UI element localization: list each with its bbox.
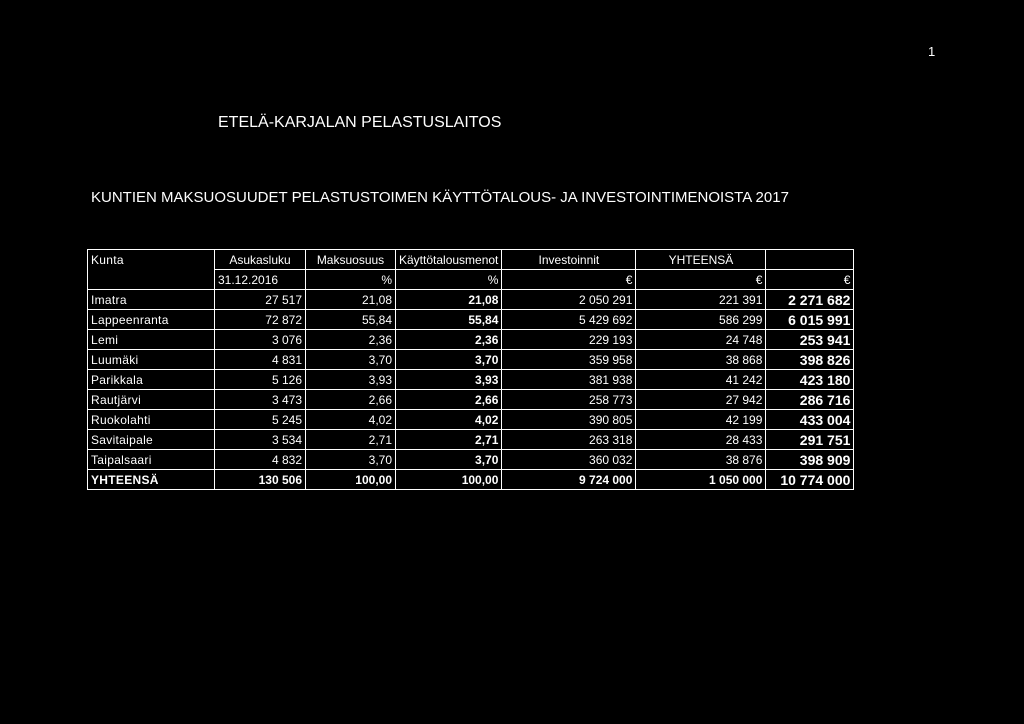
page-number: 1 [928, 44, 936, 59]
cell-kayttotalousmenot: 229 193 [502, 330, 636, 350]
cell-investoinnit: 24 748 [636, 330, 766, 350]
cell-asukasluku: 3 076 [215, 330, 306, 350]
cell-kayttotalousmenot: 360 032 [502, 450, 636, 470]
total-asukasluku: 130 506 [215, 470, 306, 490]
table-row [88, 310, 854, 330]
total-maksuosuus: 100,00 [306, 470, 396, 490]
total-investoinnit: 1 050 000 [636, 470, 766, 490]
unit-percent-2: % [396, 270, 502, 290]
header-asukasluku: Asukasluku [215, 250, 306, 270]
table-row [88, 390, 854, 410]
cell-investoinnit: 28 433 [636, 430, 766, 450]
cell-asukasluku: 27 517 [215, 290, 306, 310]
fee-table [87, 249, 854, 490]
header-yhteensa: YHTEENSÄ [636, 250, 766, 270]
cell-kayttotalousmenot: 390 805 [502, 410, 636, 430]
cell-maksuosuus-bold: 3,70 [396, 450, 502, 470]
header-kunta: Kunta [88, 250, 215, 270]
unit-euro-2: € [636, 270, 766, 290]
cell-yhteensa: 433 004 [766, 410, 854, 430]
cell-asukasluku: 5 245 [215, 410, 306, 430]
cell-maksuosuus-bold: 3,93 [396, 370, 502, 390]
table-row [88, 430, 854, 450]
unit-euro-1: € [502, 270, 636, 290]
cell-maksuosuus: 3,93 [306, 370, 396, 390]
cell-investoinnit: 42 199 [636, 410, 766, 430]
cell-asukasluku: 5 126 [215, 370, 306, 390]
cell-investoinnit: 41 242 [636, 370, 766, 390]
cell-maksuosuus: 2,71 [306, 430, 396, 450]
cell-yhteensa: 398 826 [766, 350, 854, 370]
cell-maksuosuus-bold: 21,08 [396, 290, 502, 310]
cell-maksuosuus: 21,08 [306, 290, 396, 310]
organization-title: ETELÄ-KARJALAN PELASTUSLAITOS [218, 114, 502, 131]
table-row [88, 350, 854, 370]
cell-kunta: Lappeenranta [88, 310, 215, 330]
cell-maksuosuus-bold: 4,02 [396, 410, 502, 430]
header-kayttotalousmenot: Käyttötalousmenot [396, 250, 502, 270]
cell-kunta: Ruokolahti [88, 410, 215, 430]
header-blank [766, 250, 854, 270]
cell-kayttotalousmenot: 359 958 [502, 350, 636, 370]
cell-kunta: Savitaipale [88, 430, 215, 450]
cell-kayttotalousmenot: 258 773 [502, 390, 636, 410]
cell-kunta: Rautjärvi [88, 390, 215, 410]
total-label: YHTEENSÄ [88, 470, 215, 490]
cell-investoinnit: 38 868 [636, 350, 766, 370]
cell-maksuosuus: 3,70 [306, 350, 396, 370]
cell-investoinnit: 27 942 [636, 390, 766, 410]
cell-maksuosuus-bold: 55,84 [396, 310, 502, 330]
cell-kunta: Parikkala [88, 370, 215, 390]
cell-maksuosuus: 4,02 [306, 410, 396, 430]
cell-maksuosuus: 2,66 [306, 390, 396, 410]
table-total-row [88, 470, 854, 490]
document-title: KUNTIEN MAKSUOSUUDET PELASTUSTOIMEN KÄYTTÖTALOUS- JA INVESTOINTIMENOISTA 2017 [91, 189, 789, 206]
total-yhteensa: 10 774 000 [766, 470, 854, 490]
table-row [88, 410, 854, 430]
cell-investoinnit: 221 391 [636, 290, 766, 310]
total-kayttotalousmenot: 9 724 000 [502, 470, 636, 490]
cell-yhteensa: 2 271 682 [766, 290, 854, 310]
cell-investoinnit: 38 876 [636, 450, 766, 470]
cell-kayttotalousmenot: 263 318 [502, 430, 636, 450]
cell-maksuosuus: 2,36 [306, 330, 396, 350]
cell-yhteensa: 291 751 [766, 430, 854, 450]
cell-yhteensa: 253 941 [766, 330, 854, 350]
cell-yhteensa: 398 909 [766, 450, 854, 470]
unit-euro-3: € [766, 270, 854, 290]
cell-maksuosuus-bold: 2,66 [396, 390, 502, 410]
cell-asukasluku: 4 832 [215, 450, 306, 470]
cell-kunta: Taipalsaari [88, 450, 215, 470]
header-maksuosuus: Maksuosuus [306, 250, 396, 270]
cell-maksuosuus: 3,70 [306, 450, 396, 470]
cell-maksuosuus: 55,84 [306, 310, 396, 330]
cell-maksuosuus-bold: 3,70 [396, 350, 502, 370]
cell-yhteensa: 423 180 [766, 370, 854, 390]
cell-kunta: Lemi [88, 330, 215, 350]
cell-kayttotalousmenot: 2 050 291 [502, 290, 636, 310]
cell-kayttotalousmenot: 5 429 692 [502, 310, 636, 330]
cell-asukasluku: 3 534 [215, 430, 306, 450]
unit-date: 31.12.2016 [215, 270, 306, 290]
header-investoinnit: Investoinnit [502, 250, 636, 270]
table-row [88, 330, 854, 350]
table-row [88, 370, 854, 390]
cell-maksuosuus-bold: 2,36 [396, 330, 502, 350]
cell-yhteensa: 286 716 [766, 390, 854, 410]
cell-yhteensa: 6 015 991 [766, 310, 854, 330]
cell-kunta: Imatra [88, 290, 215, 310]
table-header-row [88, 250, 854, 270]
cell-kayttotalousmenot: 381 938 [502, 370, 636, 390]
total-maksuosuus-bold: 100,00 [396, 470, 502, 490]
cell-asukasluku: 72 872 [215, 310, 306, 330]
cell-asukasluku: 3 473 [215, 390, 306, 410]
table-row [88, 290, 854, 310]
cell-maksuosuus-bold: 2,71 [396, 430, 502, 450]
cell-kunta: Luumäki [88, 350, 215, 370]
cell-investoinnit: 586 299 [636, 310, 766, 330]
unit-percent-1: % [306, 270, 396, 290]
unit-blank [88, 270, 215, 290]
table-units-row [88, 270, 854, 290]
table-row [88, 450, 854, 470]
cell-asukasluku: 4 831 [215, 350, 306, 370]
